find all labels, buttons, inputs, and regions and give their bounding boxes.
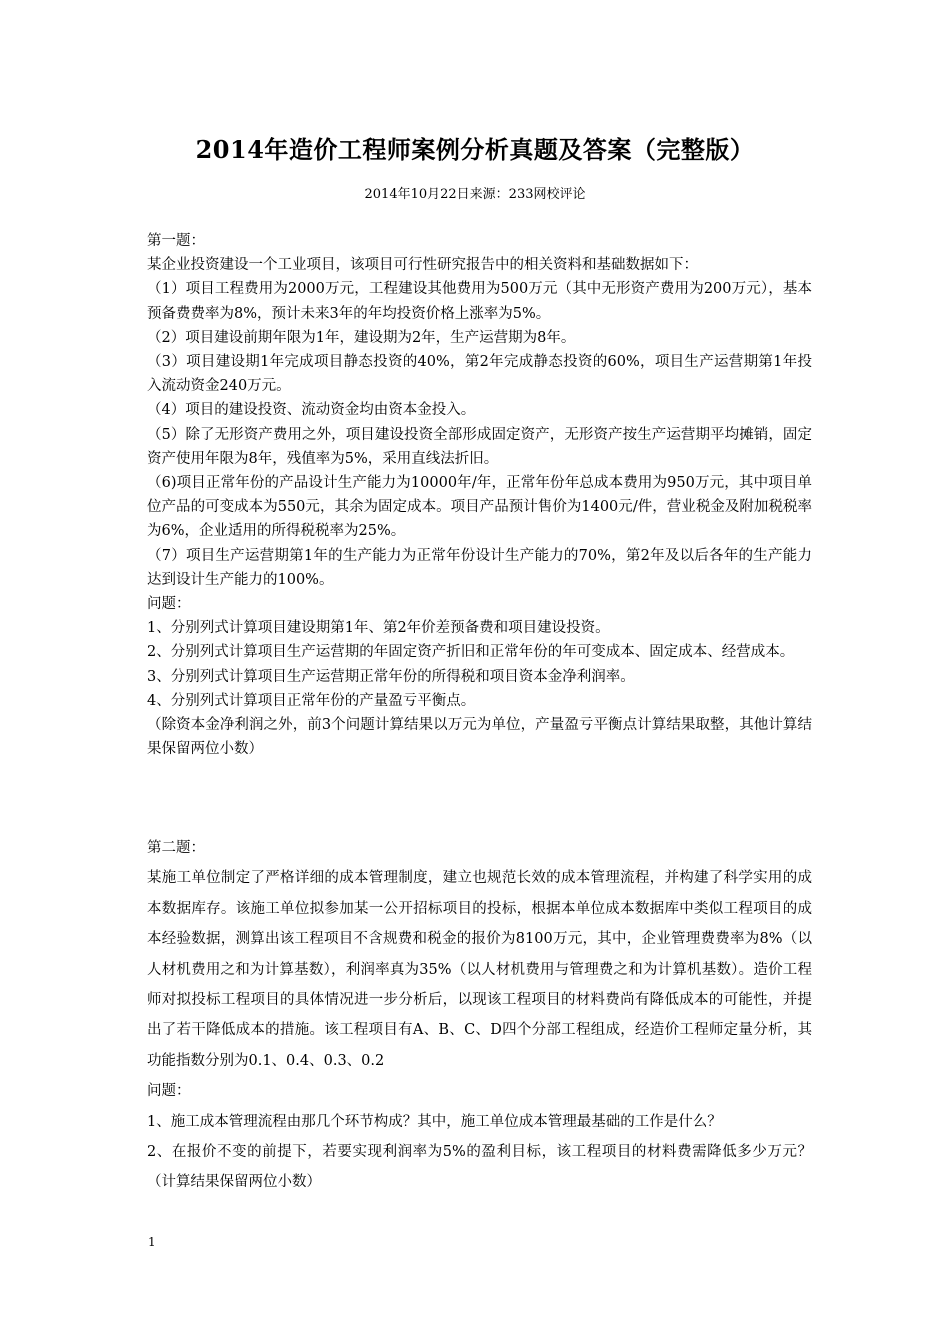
- paragraph: （2）项目建设前期年限为1年，建设期为2年，生产运营期为8年。: [147, 329, 576, 346]
- paragraph: （7）项目生产运营期第1年的生产能力为正常年份设计生产能力的70%，第2年及以后各年的生产能力达到设计生产能力的100%。: [147, 547, 812, 588]
- question-2-section: [147, 833, 812, 1198]
- question-item: 1、分别列式计算项目建设期第1年、第2年价差预备费和项目建设投资。: [147, 620, 610, 637]
- paragraph: （1）项目工程费用为2000万元，工程建设其他费用为500万元（其中无形资产费用为200万元），基本预备费费率为8%，预计未来3年的年均投资价格上涨率为5%。: [147, 281, 812, 322]
- paragraph: （6)项目正常年份的产品设计生产能力为10000年/年，正常年份年总成本费用为950万元，其中项目单位产品的可变成本为550元，其余为固定成本。项目产品预计售价为1400元/件，营业税金及附加税税率为6%，企业适用的所得税税率为25%。: [147, 475, 812, 540]
- paragraph: （4）项目的建设投资、流动资金均由资本金投入。: [147, 402, 476, 419]
- paragraph: （5）除了无形资产费用之外，项目建设投资全部形成固定资产，无形资产按生产运营期平均摊销，固定资产使用年限为8年，残值率为5%，采用直线法折旧。: [147, 426, 812, 467]
- question-1-section: [147, 229, 812, 761]
- question-item: 1、施工成本管理流程由那几个环节构成？其中，施工单位成本管理最基础的工作是什么？: [147, 1113, 722, 1130]
- question-item: 4、分别列式计算项目正常年份的产量盈亏平衡点。: [147, 692, 476, 709]
- publish-info: 2014年10月22日来源：233网校评论: [364, 187, 586, 202]
- questions-heading: 问题：: [147, 596, 191, 613]
- questions-heading: 问题：: [147, 1083, 191, 1100]
- question-item: 2、在报价不变的前提下，若要实现利润率为5%的盈利目标，该工程项目的材料费需降低多少万元？（计算结果保留两位小数）: [147, 1144, 812, 1191]
- page-number: 1: [148, 1235, 156, 1249]
- question-item: 2、分别列式计算项目生产运营期的年固定资产折旧和正常年份的年可变成本、固定成本、经营成本。: [147, 644, 795, 661]
- section-heading: 第二题：: [147, 840, 205, 856]
- paragraph: 某施工单位制定了严格详细的成本管理制度，建立也规范长效的成本管理流程，并构建了科学实用的成本数据库存。该施工单位拟参加某一公开招标项目的投标，根据本单位成本数据库中类似工程项目的成本经验数据，测算出该工程项目不含规费和税金的报价为8100万元，其中，企业管理费费率为8%（以人材机费用之和为计算基数），利润率真为35%（以人材机费用与管理费之和为计算机基数）。造价工程师对拟投标工程项目的具体情况进一步分析后，以现该工程项目的材料费尚有降低成本的可能性，并提出了若干降低成本的措施。该工程项目有A、B、C、D四个分部工程组成，经造价工程师定量分析，其功能指数分别为0.1、0.4、0.3、0.2: [147, 870, 812, 1069]
- section-heading: 第一题：: [147, 233, 205, 249]
- note: （除资本金净利润之外，前3个问题计算结果以万元为单位，产量盈亏平衡点计算结果取整，其他计算结果保留两位小数）: [147, 717, 812, 758]
- document-title: 2014年造价工程师案例分析真题及答案（完整版）: [195, 135, 755, 164]
- question-item: 3、分别列式计算项目生产运营期正常年份的所得税和项目资本金净利润率。: [147, 668, 635, 685]
- paragraph: （3）项目建设期1年完成项目静态投资的40%，第2年完成静态投资的60%，项目生产运营期第1年投入流动资金240万元。: [147, 354, 812, 395]
- paragraph: 某企业投资建设一个工业项目，该项目可行性研究报告中的相关资料和基础数据如下：: [147, 257, 698, 274]
